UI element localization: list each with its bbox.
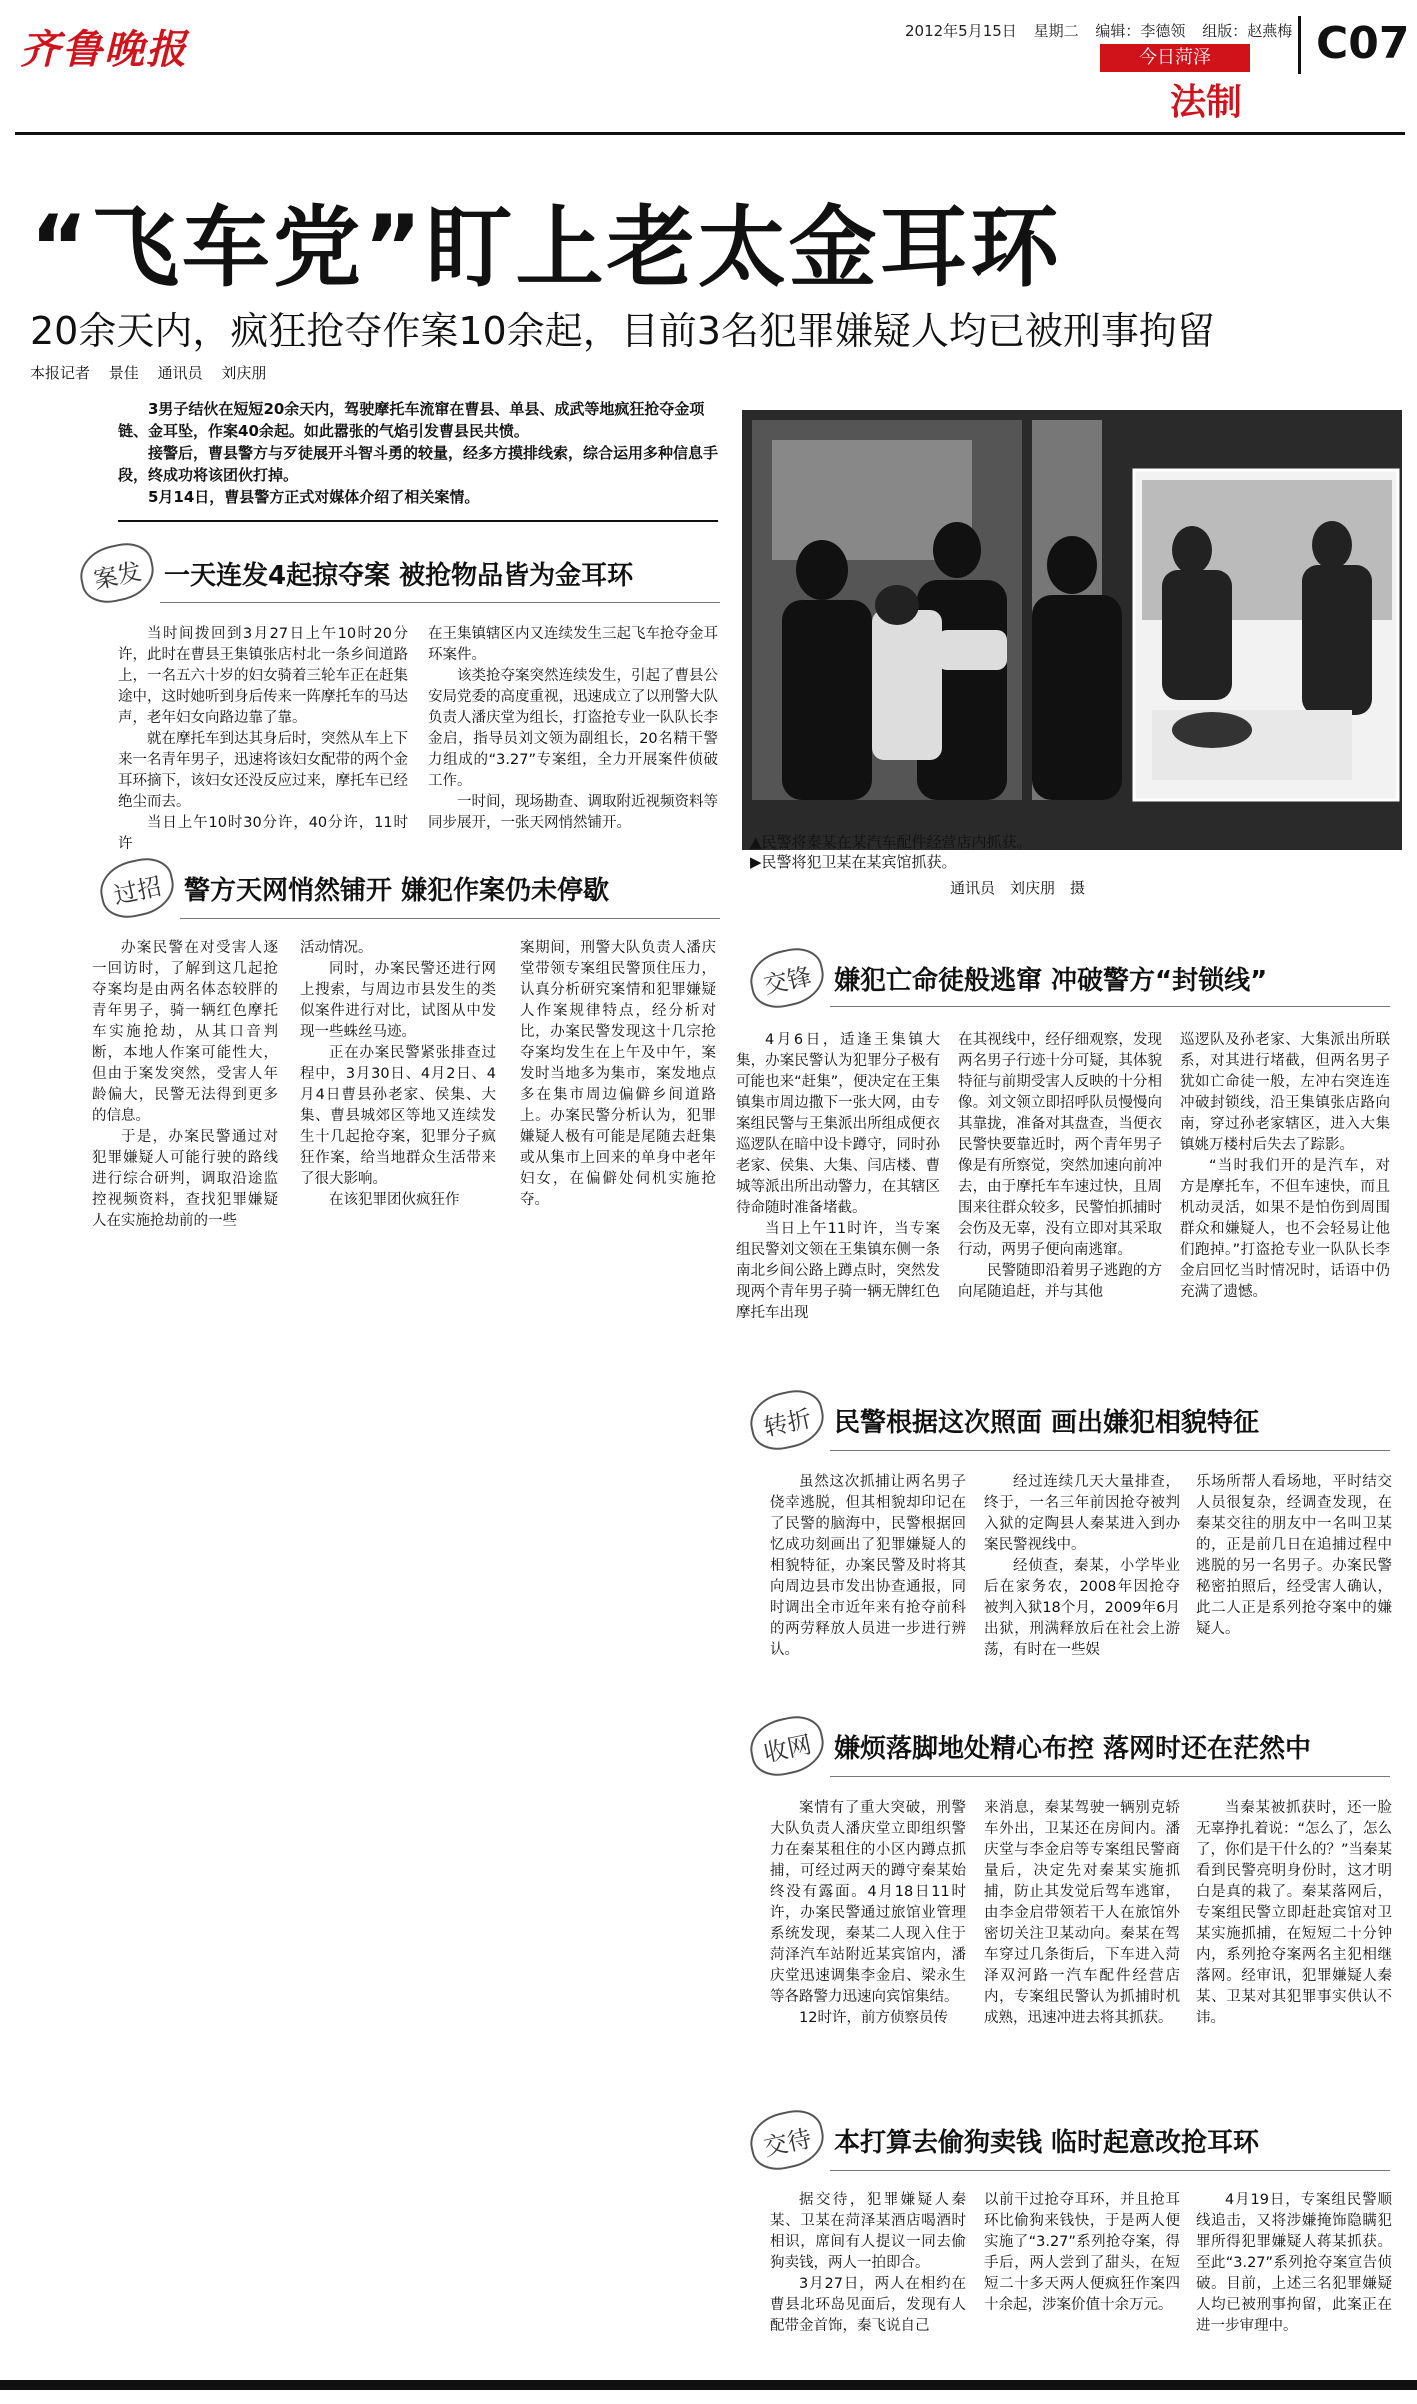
paragraph: 经过连续几天大量排查，终于，一名三年前因抢夺被判入狱的定陶县人秦某进入到办案民警视线中。 bbox=[984, 1474, 1180, 1553]
paragraph: 正在办案民警紧张排查过程中，3月30日、4月2日、4月4日曹县孙老家、侯集、大集、曹县城郊区等地又连续发生十几起抢夺案，犯罪分子疯狂作案，给当地群众生活带来了很大影响。 bbox=[300, 1045, 496, 1187]
paragraph: 12时许，前方侦察员传 bbox=[799, 2010, 948, 2026]
byline bbox=[30, 362, 280, 383]
headline: “飞车党”盯上老太金耳环 bbox=[30, 196, 1062, 299]
paragraph: 于是，办案民警通过对犯罪嫌疑人可能行驶的路线进行综合研判，调取沿途监控视频资料，查找犯罪嫌疑人在实施抢劫前的一些 bbox=[92, 1129, 278, 1229]
lead-paragraph: 3男子结伙在短短20余天内，驾驶摩托车流窜在曹县、单县、成武等地疯狂抢夺金项链、金耳坠，作案40余起。如此嚣张的气焰引发曹县民共愤。 bbox=[118, 400, 705, 440]
paragraph: 办案民警在对受害人逐一回访时，了解到这几起抢夺案均是由两名体态较胖的青年男子，骑一辆红色摩托车实施抢劫，从其口音判断，本地人作案可能性大，但由于案发突然，受害人年龄偏大，民警无法得到更多的信息。 bbox=[92, 940, 278, 1124]
text-column bbox=[1196, 1798, 1392, 2029]
paragraph: 当秦某被抓获时，还一脸无辜挣扎着说：“怎么了，怎么了，你们是干什么的？”当秦某看到民警亮明身份时，这才明白是真的栽了。秦某落网后，专案组民警立即赶赴宾馆对卫某实施抓捕，在短短二十分钟内，系列抢夺案两名主犯相继落网。经审讯，犯罪嫌疑人秦某、卫某对其犯罪事实供认不讳。 bbox=[1196, 1800, 1393, 2026]
paragraph: 当日上午11时许，当专案组民警刘文领在王集镇东侧一条南北乡间公路上蹲点时，突然发现两个青年男子骑一辆无牌红色摩托车出现 bbox=[736, 1221, 940, 1321]
section-badge: 交锋 bbox=[745, 943, 829, 1013]
section-header bbox=[750, 1718, 1311, 1774]
lead-rule bbox=[118, 520, 718, 522]
section-header bbox=[100, 860, 609, 916]
paragraph: 就在摩托车到达其身后时，突然从车上下来一名青年男子，迅速将该妇女配带的两个金耳环摘下，该妇女还没反应过来，摩托车已经绝尘而去。 bbox=[118, 731, 408, 810]
paragraph: 虽然这次抓捕让两名男子侥幸逃脱，但其相貌却印记在了民警的脑海中，民警根据回忆成功刻画出了犯罪嫌疑人的相貌特征，办案民警及时将其向周边县市发出协查通报，同时调出全市近年来有抢夺前科的两劳释放人员进一步进行辨认。 bbox=[770, 1474, 966, 1658]
text-column bbox=[984, 1472, 1180, 1661]
section-rule bbox=[830, 1006, 1390, 1007]
text-column bbox=[736, 1030, 940, 1324]
paragraph: 来消息，秦某驾驶一辆别克轿车外出，卫某还在房间内。潘庆堂与李金启等专案组民警商量后，决定先对秦某实施抓捕，防止其发觉后驾车逃窜，由李金启带领若干人在旅馆外密切关注卫某动向。秦某在驾车穿过几条街后，下车进入菏泽双河路一汽车配件经营店内，专案组民警认为抓捕时机成熟，迅速冲进去将其抓获。 bbox=[984, 1800, 1180, 2026]
lead-paragraph: 接警后，曹县警方与歹徒展开斗智斗勇的较量，经多方摸排线索，综合运用多种信息手段，终成功将该团伙打掉。 bbox=[118, 444, 719, 484]
text-column bbox=[984, 2190, 1180, 2316]
lead-paragraph: 5月14日，曹县警方正式对媒体介绍了相关案情。 bbox=[148, 488, 480, 506]
text-column bbox=[770, 1798, 966, 2029]
issue-weekday: 星期二 bbox=[1033, 22, 1079, 40]
section-badge: 过招 bbox=[95, 853, 179, 923]
section-rule bbox=[160, 602, 720, 603]
issue-info bbox=[905, 20, 1304, 41]
text-column bbox=[300, 938, 496, 1211]
text-column bbox=[770, 2190, 966, 2337]
photo-caption bbox=[750, 832, 1390, 872]
section-badge: 收网 bbox=[745, 1711, 829, 1781]
paragraph: 案情有了重大突破，刑警大队负责人潘庆堂立即组织警力在秦某租住的小区内蹲点抓捕，可经过两天的蹲守秦某始终没有露面。4月18日11时许，办案民警通过旅馆业管理系统发现，秦某二人现入住于菏泽汽车站附近某宾馆内，潘庆堂迅速调集李金启、梁永生等各路警力迅速向宾馆集结。 bbox=[770, 1800, 966, 2005]
paragraph: 乐场所帮人看场地，平时结交人员很复杂，经调查发现，在秦某交往的朋友中一名叫卫某的，正是前几日在追捕过程中逃脱的另一名男子。办案民警秘密拍照后，经受害人确认，此二人正是系列抢夺案中的嫌疑人。 bbox=[1196, 1474, 1392, 1637]
text-column bbox=[958, 1030, 1162, 1303]
section-rule bbox=[830, 2170, 1390, 2171]
paragraph: 在王集镇辖区内又连续发生三起飞车抢夺金耳环案件。 bbox=[428, 626, 718, 663]
section-title: 本打算去偷狗卖钱 临时起意改抢耳环 bbox=[834, 2127, 1260, 2158]
section-rule bbox=[830, 1776, 1390, 1777]
paragraph: “当时我们开的是汽车，对方是摩托车，不但车速快，而且机动灵活，如果不是怕伤到周围群众和嫌疑人，也不会轻易让他们跑掉。”打盗抢专业一队队长李金启回忆当时情况时，话语中仍充满了遗憾。 bbox=[1180, 1158, 1390, 1300]
section-badge: 案发 bbox=[75, 538, 159, 608]
section-name: 法制 bbox=[1170, 82, 1243, 123]
section-rule bbox=[830, 1450, 1390, 1451]
paragraph: 一时间，现场勘查、调取附近视频资料等同步展开，一张天网悄然铺开。 bbox=[428, 794, 718, 831]
byline-author: 刘庆朋 bbox=[221, 364, 267, 382]
text-column bbox=[428, 624, 718, 834]
photo-credit: 通讯员 刘庆朋 摄 bbox=[950, 879, 1086, 897]
section-title: 警方天网悄然铺开 嫌犯作案仍未停歇 bbox=[184, 875, 610, 906]
photo-caption-line: ▶民警将犯卫某在某宾馆抓获。 bbox=[750, 853, 957, 871]
subheadline: 20余天内，疯狂抢夺作案10余起，目前3名犯罪嫌疑人均已被刑事拘留 bbox=[30, 309, 1215, 353]
section-header bbox=[750, 1392, 1259, 1448]
text-column bbox=[520, 938, 716, 1211]
paragraph: 3月27日，两人在相约在曹县北环岛见面后，发现有人配带金首饰，秦飞说自己 bbox=[770, 2276, 966, 2334]
footer-rule bbox=[0, 2380, 1417, 2390]
section-header bbox=[750, 2112, 1259, 2168]
header-divider bbox=[1298, 16, 1301, 74]
paragraph: 案期间，刑警大队负责人潘庆堂带领专案组民警顶住压力，认真分析研究案情和犯罪嫌疑人作案规律特点，经分析对比，办案民警发现这十几宗抢夺案均发生在上午及中午，案发时当地多为集市，案发地点多在集市周边偏僻乡间道路上。办案民警分析认为，犯罪嫌疑人极有可能是尾随去赶集或从集市上回来的单身中老年妇女，在偏僻处伺机实施抢夺。 bbox=[520, 940, 716, 1208]
text-column bbox=[1196, 2190, 1392, 2337]
text-column bbox=[1180, 1030, 1390, 1303]
byline-role: 本报记者 bbox=[30, 364, 91, 382]
editor: 编辑：李德领 bbox=[1095, 22, 1186, 40]
text-column bbox=[118, 624, 408, 855]
paragraph: 以前干过抢夺耳环，并且抢耳环比偷狗来钱快，于是两人便实施了“3.27”系列抢夺案，得手后，两人尝到了甜头，在短短二十多天两人便疯狂作案四十余起，涉案价值十余万元。 bbox=[984, 2192, 1180, 2313]
paragraph: 当时间拨回到3月27日上午10时20分许，此时在曹县王集镇张店村北一条乡间道路上，一名五六十岁的妇女骑着三轮车正在赶集途中，这时她听到身后传来一阵摩托车的马达声，老年妇女向路边靠了靠。 bbox=[118, 626, 408, 726]
section-title: 民警根据这次照面 画出嫌犯相貌特征 bbox=[834, 1407, 1260, 1438]
byline-author: 景佳 bbox=[108, 364, 139, 382]
paragraph: 经侦查，秦某，小学毕业后在家务农，2008年因抢夺被判入狱18个月，2009年6月出狱，刑满释放后在社会上游荡，有时在一些娱 bbox=[984, 1558, 1180, 1658]
header-rule bbox=[15, 132, 1405, 135]
paragraph: 4月6日，适逢王集镇大集，办案民警认为犯罪分子极有可能也来“赶集”，便决定在王集镇集市周边撒下一张大网，由专案组民警与王集派出所组成便衣巡逻队在暗中设卡蹲守，同时孙老家、侯集、大集、闫店楼、曹城等派出所出动警力，在其辖区待命随时准备堵截。 bbox=[736, 1032, 940, 1216]
text-column bbox=[92, 938, 278, 1232]
byline-role: 通讯员 bbox=[157, 364, 203, 382]
region-badge: 今日菏泽 bbox=[1100, 44, 1250, 72]
section-title: 嫌烦落脚地处精心布控 落网时还在茫然中 bbox=[834, 1733, 1312, 1764]
section-header bbox=[750, 950, 1267, 1006]
news-photo bbox=[742, 410, 1402, 850]
section-header bbox=[80, 545, 633, 601]
section-badge: 交待 bbox=[745, 2105, 829, 2175]
lead-paragraphs bbox=[118, 398, 718, 508]
paragraph: 在该犯罪团伙疯狂作 bbox=[329, 1192, 460, 1208]
paragraph: 活动情况。 bbox=[300, 940, 373, 956]
paragraph: 同时，办案民警还进行网上搜索，与周边市县发生的类似案件进行对比，试图从中发现一些蛛丝马迹。 bbox=[300, 961, 496, 1040]
layout-editor: 组版：赵燕梅 bbox=[1202, 22, 1293, 40]
section-rule bbox=[180, 918, 720, 919]
paragraph: 民警随即沿着男子逃跑的方向尾随追赶，并与其他 bbox=[958, 1263, 1162, 1300]
text-column bbox=[984, 1798, 1180, 2029]
paragraph: 据交待，犯罪嫌疑人秦某、卫某在菏泽某酒店喝酒时相识，席间有人提议一同去偷狗卖钱，两人一拍即合。 bbox=[770, 2192, 966, 2271]
photo-caption-line: ▲民警将秦某在某汽车配件经营店内抓获。 bbox=[750, 833, 1032, 851]
masthead-logo: 齐鲁晚报 bbox=[20, 26, 188, 73]
paragraph: 该类抢夺案突然连续发生，引起了曹县公安局党委的高度重视，迅速成立了以刑警大队负责人潘庆堂为组长，打盗抢专业一队队长李金启，指导员刘文领为副组长，20名精干警力组成的“3.27”专案组，全力开展案件侦破工作。 bbox=[428, 668, 718, 789]
section-title: 嫌犯亡命徒般逃窜 冲破警方“封锁线” bbox=[834, 965, 1268, 996]
paragraph: 巡逻队及孙老家、大集派出所联系，对其进行堵截，但两名男子犹如亡命徒一般，左冲右突连连冲破封锁线，沿王集镇张店路向南，穿过孙老家辖区，进入大集镇姚万楼村后失去了踪影。 bbox=[1180, 1032, 1390, 1153]
section-badge: 转折 bbox=[745, 1385, 829, 1455]
issue-date: 2012年5月15日 bbox=[905, 22, 1017, 40]
paragraph: 4月19日，专案组民警顺线追击，又将涉嫌掩饰隐瞒犯罪所得犯罪嫌疑人蒋某抓获。至此“3.27”系列抢夺案宣告侦破。目前，上述三名犯罪嫌疑人均已被刑事拘留，此案正在进一步审理中。 bbox=[1196, 2192, 1392, 2334]
page-number: C07 bbox=[1316, 18, 1410, 69]
text-column bbox=[1196, 1472, 1392, 1640]
section-title: 一天连发4起掠夺案 被抢物品皆为金耳环 bbox=[164, 560, 634, 591]
paragraph: 当日上午10时30分许，40分许，11时许 bbox=[118, 815, 408, 852]
paragraph: 在其视线中，经仔细观察，发现两名男子行迹十分可疑，其体貌特征与前期受害人反映的十分相像。刘文领立即招呼队员慢慢向其靠拢，准备对其盘查，当便衣民警快要靠近时，两个青年男子像是有所察觉，突然加速向前冲去，由于摩托车车速过快，且周围来往群众较多，民警怕抓捕时会伤及无辜，没有立即对其采取行动，两男子便向南逃窜。 bbox=[958, 1032, 1162, 1258]
text-column bbox=[770, 1472, 966, 1661]
